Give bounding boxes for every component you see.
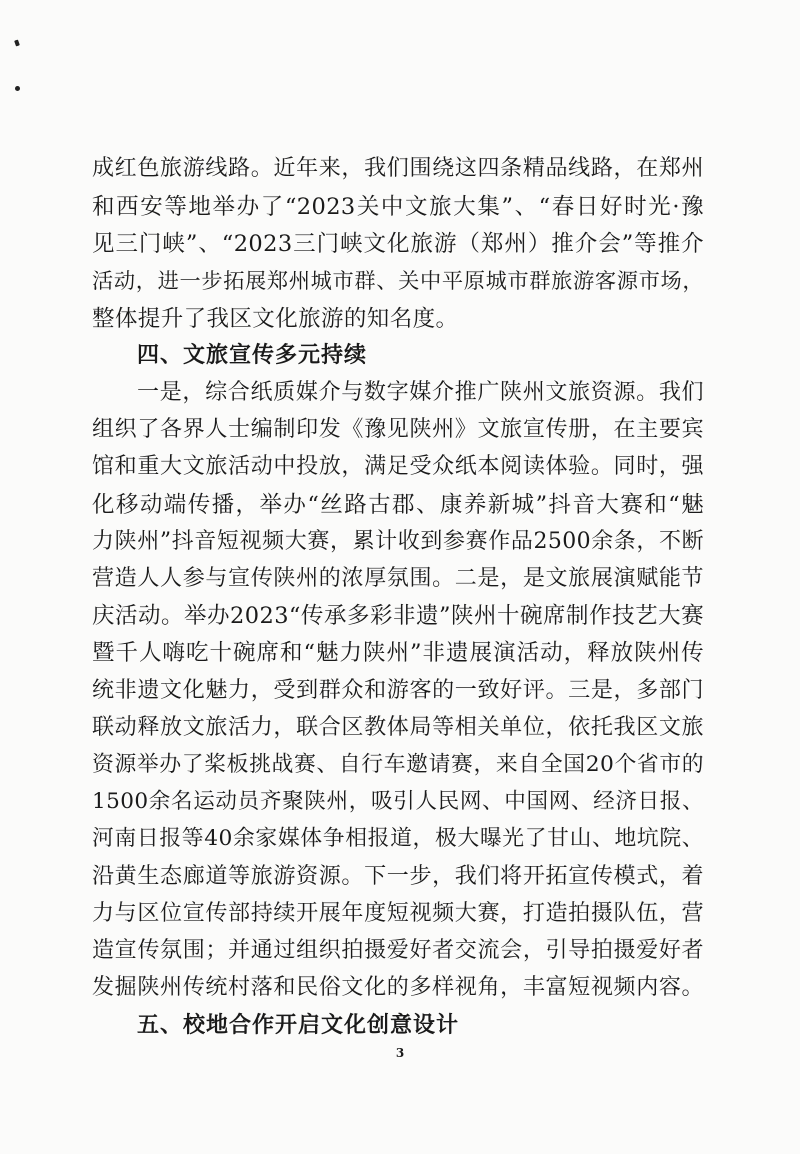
body-text-line: 成红色旅游线路。近年来，我们围绕这四条精品线路，在郑州 [92,156,704,181]
body-text-line: 统非遗文化魅力，受到群众和游客的一致好评。三是，多部门 [92,678,704,703]
body-text-line: 组织了各界人士编制印发《豫见陕州》文旅宣传册，在主要宾 [92,417,704,442]
body-text-line: 1500余名运动员齐聚陕州，吸引人民网、中国网、经济日报、 [92,789,704,814]
body-text-line: 暨千人嗨吃十碗席和“魅力陕州”非遗展演活动，释放陕州传 [92,640,704,666]
body-text-line: 联动释放文旅活力，联合区教体局等相关单位，依托我区文旅 [92,715,704,740]
body-text-line: 整体提升了我区文化旅游的知名度。 [92,306,459,332]
body-text-line: 化移动端传播，举办“丝路古郡、康养新城”抖音大赛和“魅 [92,492,704,518]
body-text-line: 河南日报等40余家媒体争相报道，极大曝光了甘山、地坑院、 [92,826,704,851]
body-text-line: 力与区位宣传部持续开展年度短视频大赛，打造拍摄队伍，营 [92,901,704,926]
section-heading: 四、文旅宣传多元持续 [137,343,368,368]
body-text-line: 沿黄生态廊道等旅游资源。下一步，我们将开拓宣传模式，着 [92,864,704,889]
body-text-line: 一是，综合纸质媒介与数字媒介推广陕州文旅资源。我们 [137,380,704,405]
body-text-line: 力陕州”抖音短视频大赛，累计收到参赛作品2500余条，不断 [92,529,704,554]
body-text-line: 活动，进一步拓展郑州城市群、关中平原城市群旅游客源市场， [92,269,704,294]
body-text-line: 造宣传氛围；并通过组织拍摄爱好者交流会，引导拍摄爱好者 [92,938,704,963]
scan-speck [15,86,20,91]
body-text-line: 馆和重大文旅活动中投放，满足受众纸本阅读体验。同时，强 [92,454,704,479]
body-text-line: 营造人人参与宣传陕州的浓厚氛围。二是，是文旅展演赋能节 [92,566,704,591]
section-heading: 五、校地合作开启文化创意设计 [137,1013,460,1038]
body-text-line: 资源举办了桨板挑战赛、自行车邀请赛，来自全国20个省市的 [92,752,704,777]
scan-speck [14,39,20,46]
page-number: 3 [395,1046,405,1060]
body-text-line: 庆活动。举办2023“传承多彩非遗”陕州十碗席制作技艺大赛 [92,603,704,629]
body-text-line: 发掘陕州传统村落和民俗文化的多样视角，丰富短视频内容。 [92,975,704,1000]
body-text-line: 见三门峡”、“2023三门峡文化旅游（郑州）推介会”等推介 [92,231,704,257]
body-text-line: 和西安等地举办了“2023关中文旅大集”、“春日好时光·豫 [92,194,704,220]
